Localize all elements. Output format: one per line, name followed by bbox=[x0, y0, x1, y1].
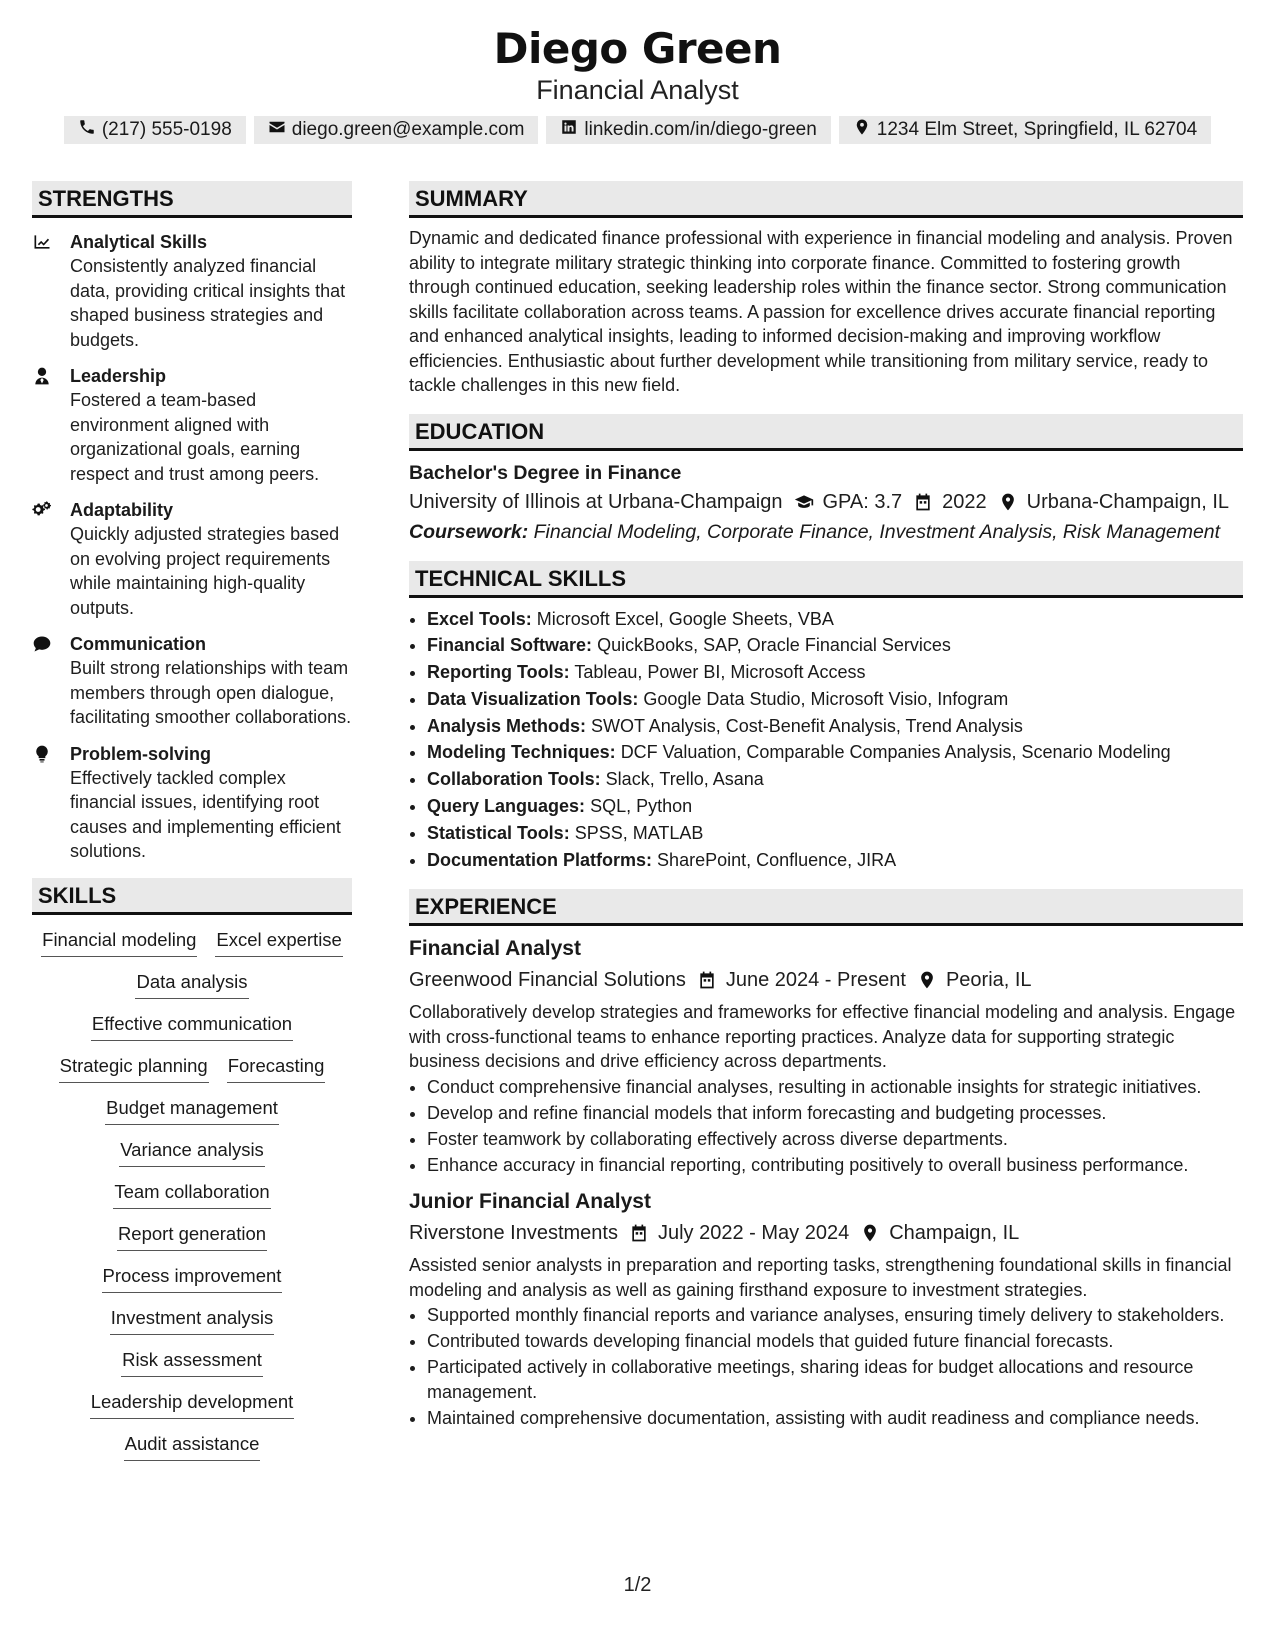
technical-skills-heading: TECHNICAL SKILLS bbox=[409, 561, 1243, 598]
phone-icon bbox=[78, 118, 96, 142]
strength-item bbox=[32, 632, 352, 730]
list-item bbox=[427, 686, 1243, 713]
strengths-heading: STRENGTHS bbox=[32, 181, 352, 218]
list-item: • Develop and refine financial models that inform forecasting and budgeting processes. bbox=[427, 1101, 1243, 1126]
strength-desc: Quickly adjusted strategies based on evolving project requirements while maintaining high-quality outputs. bbox=[70, 524, 340, 618]
user-tie-icon bbox=[32, 364, 70, 486]
education-heading: EDUCATION bbox=[409, 414, 1243, 451]
education-entry bbox=[409, 459, 1243, 545]
list-item bbox=[427, 820, 1243, 847]
list-item: • Supported monthly financial reports and variance analyses, ensuring timely delivery to stakeholders. bbox=[427, 1303, 1243, 1328]
list-item: • Contributed towards developing financial models that guided future financial forecasts. bbox=[427, 1329, 1243, 1354]
skill-tag: Effective communication bbox=[91, 1011, 293, 1041]
skill-tag: Audit assistance bbox=[124, 1431, 261, 1461]
list-item bbox=[427, 606, 1243, 633]
tech-skill-label: Financial Software: bbox=[427, 635, 593, 656]
contact-email-text: diego.green@example.com bbox=[291, 119, 525, 140]
skill-tag: Strategic planning bbox=[59, 1053, 209, 1083]
skill-tag: Team collaboration bbox=[113, 1179, 270, 1209]
list-item bbox=[427, 793, 1243, 820]
coursework bbox=[409, 520, 1243, 545]
tech-skill-label: Documentation Platforms: bbox=[427, 849, 653, 870]
degree-title: Bachelor's Degree in Finance bbox=[409, 461, 682, 484]
coursework-list: Financial Modeling, Corporate Finance, Investment Analysis, Risk Management bbox=[533, 520, 1221, 543]
skill-tag: Financial modeling bbox=[41, 927, 197, 957]
skill-tag: Budget management bbox=[105, 1095, 279, 1125]
education-location: Urbana-Champaign, IL bbox=[1026, 490, 1230, 513]
tech-skill-value: SWOT Analysis, Cost-Benefit Analysis, Trend Analysis bbox=[591, 715, 1023, 736]
tech-skill-label: Query Languages: bbox=[427, 796, 586, 817]
chart-line-icon bbox=[32, 230, 70, 352]
strength-desc: Fostered a team-based environment aligned with organizational goals, earning respect and trust among peers. bbox=[70, 390, 320, 484]
summary-text: Dynamic and dedicated finance professional with experience in financial modeling and analysis. Proven ability to integrate military strategic thinking into corporate finance. Committed to fostering growth through continued education, seeking leadership roles within the finance sector. Strong communication skills facilitate collaboration across teams. A passion for excellence drives accurate financial reporting and enhanced analytical insights, leading to informed decision-making and improving workflow efficiencies. Enthusiastic about further development while transitioning from military service, ready to tackle challenges in this new field. bbox=[409, 228, 1233, 395]
list-item: • Maintained comprehensive documentation, assisting with audit readiness and compliance needs. bbox=[427, 1406, 1243, 1431]
education-meta bbox=[409, 487, 1243, 517]
map-pin-icon bbox=[998, 492, 1018, 512]
tech-skill-value: Google Data Studio, Microsoft Visio, Infogram bbox=[643, 688, 1009, 709]
skill-tag: Variance analysis bbox=[119, 1137, 265, 1167]
job-dates: July 2022 - May 2024 bbox=[657, 1222, 850, 1245]
strengths-list bbox=[32, 230, 352, 864]
contact-linkedin[interactable] bbox=[546, 116, 830, 144]
skill-tag: Process improvement bbox=[102, 1263, 283, 1293]
company-name: Greenwood Financial Solutions bbox=[409, 969, 686, 992]
job-title: Junior Financial Analyst bbox=[409, 1190, 651, 1214]
contact-address bbox=[839, 116, 1211, 144]
calendar-icon bbox=[697, 970, 717, 990]
contact-phone-text: (217) 555-0198 bbox=[101, 119, 232, 140]
gears-icon bbox=[32, 498, 70, 620]
map-pin-icon bbox=[917, 970, 937, 990]
resume-header bbox=[0, 0, 1275, 144]
tech-skill-label: Data Visualization Tools: bbox=[427, 688, 639, 709]
job-location: Champaign, IL bbox=[889, 1222, 1020, 1245]
job-dates: June 2024 - Present bbox=[725, 969, 906, 992]
strength-title: Problem-solving bbox=[70, 743, 212, 764]
strength-item bbox=[32, 742, 352, 864]
envelope-icon bbox=[268, 118, 286, 142]
lightbulb-icon bbox=[32, 742, 70, 864]
job-location: Peoria, IL bbox=[945, 969, 1032, 992]
list-item: • Participated actively in collaborative meetings, sharing ideas for budget allocations and resource management. bbox=[427, 1355, 1243, 1404]
contact-address-text: 1234 Elm Street, Springfield, IL 62704 bbox=[876, 119, 1198, 140]
tech-skill-value: QuickBooks, SAP, Oracle Financial Services bbox=[597, 635, 951, 656]
tech-skill-label: Collaboration Tools: bbox=[427, 769, 601, 790]
page-number: 1/2 bbox=[623, 1574, 652, 1596]
tech-skill-label: Excel Tools: bbox=[427, 608, 532, 629]
graduation-cap-icon bbox=[794, 492, 814, 512]
list-item bbox=[427, 847, 1243, 874]
list-item: • Foster teamwork by collaborating effectively across diverse departments. bbox=[427, 1127, 1243, 1152]
tech-skill-value: Microsoft Excel, Google Sheets, VBA bbox=[536, 608, 834, 629]
skill-tag: Excel expertise bbox=[215, 927, 342, 957]
linkedin-icon bbox=[560, 118, 578, 142]
calendar-icon bbox=[913, 492, 933, 512]
tech-skill-value: SQL, Python bbox=[590, 796, 693, 817]
list-item: • Conduct comprehensive financial analyses, resulting in actionable insights for strategic initiatives. bbox=[427, 1075, 1243, 1100]
list-item bbox=[427, 632, 1243, 659]
job-title: Financial Analyst bbox=[409, 937, 581, 961]
contact-linkedin-text: linkedin.com/in/diego-green bbox=[584, 119, 817, 140]
calendar-icon bbox=[629, 1223, 649, 1243]
tech-skill-value: Slack, Trello, Asana bbox=[605, 769, 764, 790]
contact-phone[interactable] bbox=[64, 116, 246, 144]
job-description: Collaboratively develop strategies and frameworks for effective financial modeling and analysis. Engage with cross-functional teams to enhance reporting practices. Analyze data for supporting strategic business decisions and drive efficiency across departments. bbox=[409, 1002, 1236, 1072]
graduation-year: 2022 bbox=[942, 490, 987, 513]
gpa-value: GPA: 3.7 bbox=[822, 490, 903, 513]
skill-tag: Forecasting bbox=[227, 1053, 326, 1083]
strength-item bbox=[32, 498, 352, 620]
tech-skill-label: Analysis Methods: bbox=[427, 715, 587, 736]
tech-skill-value: Tableau, Power BI, Microsoft Access bbox=[574, 662, 866, 683]
technical-skills-list bbox=[409, 606, 1243, 874]
list-item bbox=[427, 713, 1243, 740]
skill-tag: Investment analysis bbox=[110, 1305, 274, 1335]
tech-skill-value: SPSS, MATLAB bbox=[574, 822, 704, 843]
job-bullets bbox=[409, 1303, 1243, 1430]
strength-item bbox=[32, 364, 352, 486]
skill-tag: Risk assessment bbox=[121, 1347, 263, 1377]
skills-list bbox=[32, 927, 352, 1461]
list-item: • Enhance accuracy in financial reporting, contributing positively to overall business performance. bbox=[427, 1153, 1243, 1178]
tech-skill-label: Modeling Techniques: bbox=[427, 742, 616, 763]
skill-tag: Leadership development bbox=[90, 1389, 295, 1419]
speech-bubble-icon bbox=[32, 632, 70, 730]
job-entry bbox=[409, 934, 1243, 1177]
job-description: Assisted senior analysts in preparation and reporting tasks, strengthening foundational skills in financial modeling and analysis as well as gaining firsthand exposure to investment strategies. bbox=[409, 1255, 1232, 1300]
skill-tag: Data analysis bbox=[135, 969, 248, 999]
list-item bbox=[427, 659, 1243, 686]
skills-heading: SKILLS bbox=[32, 878, 352, 915]
contact-email[interactable] bbox=[254, 116, 539, 144]
strength-title: Communication bbox=[70, 634, 207, 654]
strength-title: Adaptability bbox=[70, 500, 174, 520]
strength-desc: Effectively tackled complex financial issues, identifying root causes and implementing efficient solutions. bbox=[70, 767, 341, 861]
map-pin-icon bbox=[860, 1223, 880, 1243]
summary-heading: SUMMARY bbox=[409, 181, 1243, 218]
job-bullets bbox=[409, 1075, 1243, 1178]
job-entry bbox=[409, 1187, 1243, 1430]
left-column bbox=[32, 181, 352, 1461]
candidate-role: Financial Analyst bbox=[536, 75, 739, 105]
right-column bbox=[409, 181, 1243, 1432]
strength-title: Analytical Skills bbox=[70, 232, 208, 252]
school-name: University of Illinois at Urbana-Champaign bbox=[409, 490, 783, 513]
tech-skill-label: Reporting Tools: bbox=[427, 662, 570, 683]
candidate-name: Diego Green bbox=[493, 24, 782, 73]
tech-skill-value: SharePoint, Confluence, JIRA bbox=[657, 849, 897, 870]
list-item bbox=[427, 739, 1243, 766]
strength-desc: Consistently analyzed financial data, providing critical insights that shaped business strategies and budgets. bbox=[70, 256, 346, 350]
contact-bar bbox=[0, 116, 1275, 144]
strength-title: Leadership bbox=[70, 366, 167, 386]
skill-tag: Report generation bbox=[117, 1221, 267, 1251]
map-pin-icon bbox=[853, 118, 871, 142]
strength-desc: Built strong relationships with team members through open dialogue, facilitating smoother collaborations. bbox=[70, 658, 352, 727]
coursework-label: Coursework: bbox=[409, 520, 529, 543]
job-meta bbox=[409, 965, 1243, 995]
strength-item bbox=[32, 230, 352, 352]
company-name: Riverstone Investments bbox=[409, 1222, 618, 1245]
job-meta bbox=[409, 1218, 1243, 1248]
tech-skill-value: DCF Valuation, Comparable Companies Analysis, Scenario Modeling bbox=[620, 742, 1171, 763]
tech-skill-label: Statistical Tools: bbox=[427, 822, 570, 843]
experience-heading: EXPERIENCE bbox=[409, 889, 1243, 926]
list-item bbox=[427, 766, 1243, 793]
